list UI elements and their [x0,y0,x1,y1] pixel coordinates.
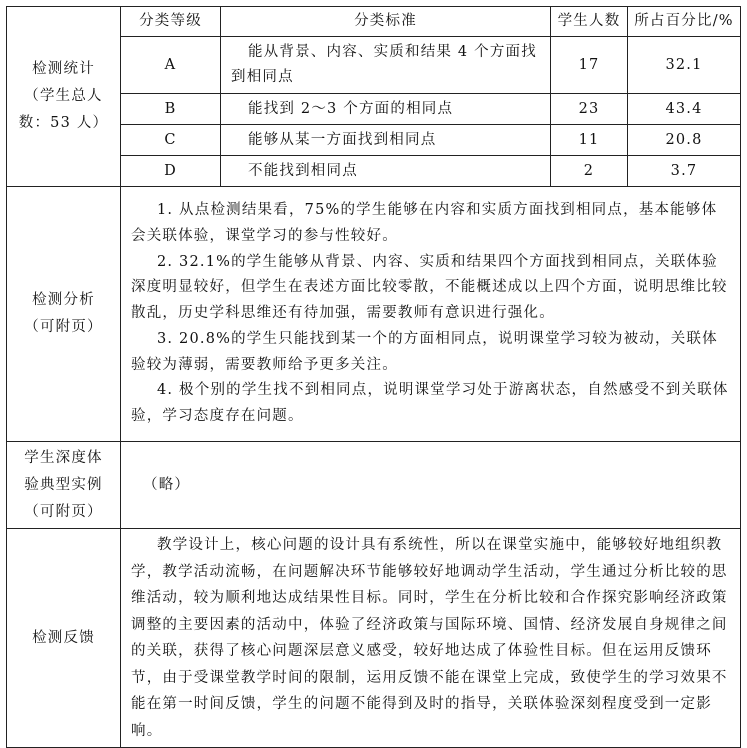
header-blank-cell [7,7,121,187]
example-row [7,442,741,529]
level-cell: B [121,94,221,125]
count-cell: 2 [551,156,628,187]
header-level: 分类等级 [121,7,221,37]
analysis-paragraph: 1. 从点检测结果看，75%的学生能够在内容和实质方面找到相同点，基本能够体会关联体验，课堂学习的参与性较好。 [131,201,718,244]
example-content: （略） [121,442,741,529]
example-label-line-2: 验典型实例 [24,476,103,493]
level-cell: D [121,156,221,187]
percent-cell: 20.8 [628,125,741,156]
example-label-line-1: 学生深度体 [24,449,103,466]
standard-cell: 不能找到相同点 [221,156,551,187]
count-cell: 11 [551,125,628,156]
analysis-content [121,187,741,442]
level-cell: A [121,37,221,94]
feedback-paragraph: 教学设计上，核心问题的设计具有系统性，所以在课堂实施中，能够较好地组织教学，教学活动流畅，在问题解决环节能够较好地调动学生活动，学生通过分析比较的思维活动，较为顺利地达成结果性目标。同时，学生在分析比较和合作探究影响经济政策调整的主要因素的活动中，体验了经济政策与国际环境、国情、经济发展自身规律之间的关联，获得了核心问题深层意义感受，较好地达成了体验性目标。但在运用反馈环节，由于受课堂教学时间的限制，运用反馈不能在课堂上完成，致使学生的学习效果不能在第一时间反馈，学生的问题不能得到及时的指导，关联体验深刻程度受到一定影响。 [131,537,728,739]
standard-cell: 能找到 2～3 个方面的相同点 [221,94,551,125]
header-count: 学生人数 [551,7,628,37]
percent-cell: 32.1 [628,37,741,94]
assessment-table [6,6,741,748]
header-row [7,7,741,37]
example-label [7,442,121,529]
analysis-row [7,187,741,442]
feedback-label: 检测反馈 [7,529,121,748]
analysis-label-line-1: 检测分析 [32,292,95,308]
standard-cell: 能够从某一方面找到相同点 [221,125,551,156]
stats-label-line-2: （学生总人 [24,88,103,104]
analysis-paragraph: 3. 20.8%的学生只能找到某一个的方面相同点，说明课堂学习较为被动，关联体验较为薄弱，需要教师给予更多关注。 [131,330,718,373]
percent-cell: 3.7 [628,156,741,187]
level-cell: C [121,125,221,156]
header-standard: 分类标准 [221,7,551,37]
analysis-paragraph: 2. 32.1%的学生能够从背景、内容、实质和结果四个方面找到相同点，关联体验深度明显较好，但学生在表述方面比较零散，不能概述成以上四个方面，说明思维比较散乱，历史学科思维还有待加强，需要教师有意识进行强化。 [131,253,728,322]
count-cell: 17 [551,37,628,94]
analysis-label-line-2: （可附页） [24,319,103,335]
count-cell: 23 [551,94,628,125]
analysis-paragraph: 4. 极个别的学生找不到相同点，说明课堂学习处于游离状态，自然感受不到关联体验，学习态度存在问题。 [131,382,729,425]
example-label-line-3: （可附页） [24,503,103,520]
header-percent: 所占百分比/% [628,7,741,37]
stats-label-line-3: 数：53 人） [18,115,109,131]
analysis-label [7,187,121,442]
stats-label-line-1: 检测统计 [32,61,95,77]
feedback-row [7,529,741,748]
standard-cell: 能从背景、内容、实质和结果 4 个方面找到相同点 [221,37,551,94]
feedback-content [121,529,741,748]
percent-cell: 43.4 [628,94,741,125]
